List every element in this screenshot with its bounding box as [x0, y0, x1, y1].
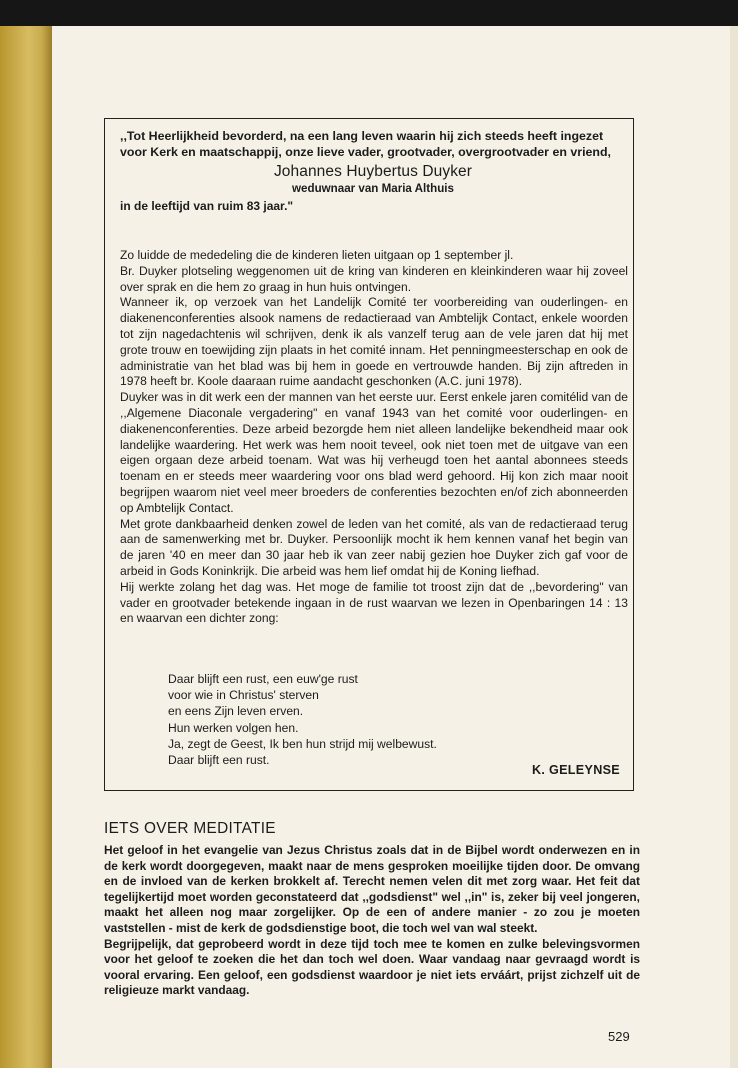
obituary-body: [120, 248, 628, 627]
poem-line: Daar blijft een rust.: [168, 753, 270, 768]
paragraph: Duyker was in dit werk een der mannen van het eerste uur. Eerst enkele jaren comitélid van de ,,Algemene Diaconale vergadering" en vanaf 1943 van het comité voor ouderlingen- en diakenenconferenties. Deze arbeid bezorgde hem niet alleen landelijke bekendheid maar ook landelijke waardering. Het werk was hem nooit teveel, ook niet toen met de uitgave van een eigen orgaan deze arbeid toenam. Wat was hij verheugd toen het aantal abonnees steeds toenam en er steeds meer waardering voor ons blad werd gehoord. Hij kon zich maar nooit begrijpen waarom niet veel meer broeders de conferenties bezochten en/of zich abonneerden op Ambtelijk Contact.: [120, 390, 628, 515]
poem-line: en eens Zijn leven erven.: [168, 704, 304, 719]
poem: [168, 671, 588, 768]
obituary-quote: [120, 128, 626, 214]
paragraph: Met grote dankbaarheid denken zowel de leden van het comité, als van de redactieraad terug aan de samenwerking met br. Duyker. Persoonlijk mocht ik hem kennen vanaf het begin van de jaren '40 en meer dan 30 jaar heb ik van zeer nabij gezien hoe Duyker zich gaf voor de arbeid in Gods Koninkrijk. Die arbeid was hem lief omdat hij de Koning liefhad.: [120, 516, 628, 578]
paragraph: Br. Duyker plotseling weggenomen uit de kring van kinderen en kleinkinderen waar hij zoveel over sprak en die hem zo graag in hun huis ontvingen.: [120, 263, 628, 294]
paragraph: Zo luidde de mededeling die de kinderen lieten uitgaan op 1 september jl.: [120, 248, 514, 262]
poem-line: voor wie in Christus' sterven: [168, 688, 319, 703]
page-binding: [0, 26, 52, 1068]
page-number: 529: [608, 1029, 630, 1044]
paragraph: Begrijpelijk, dat geprobeerd wordt in deze tijd toch mee te komen en zulke belevingsvormen voor het geloof te zoeken die het dan toch wel doen. Waar vandaag naar gevraagd wordt is vooral ervaring. Een geloof, een godsdienst waardoor je niet iets erváárt, prijst zichzelf uit de religieuze markt vandaag.: [104, 936, 640, 998]
section-title: IETS OVER MEDITATIE: [104, 820, 276, 837]
deceased-name: Johannes Huybertus Duyker: [273, 163, 473, 180]
author-signature: K. GELEYNSE: [532, 763, 620, 777]
paragraph: Wanneer ik, op verzoek van het Landelijk Comité ter voorbereiding van ouderlingen- en diakenenconferenties alsook namens de redactieraad van Ambtelijk Contact, enkele woorden tot zijn nagedachtenis wil schrijven, denk ik als vanzelf terug aan de vele jaren dat hij met grote trouw en toewijding zijn plaats in het comité innam. Het penningmeesterschap en ook de administratie van het blad was bij hem in goede en vertrouwde handen. Bij zijn aftreden in 1978 heeft br. Koole daaraan ruime aandacht geschonken (A.C. juni 1978).: [120, 295, 628, 389]
poem-line: Daar blijft een rust, een euw'ge rust: [168, 672, 358, 686]
paragraph: Hij werkte zolang het dag was. Het moge de familie tot troost zijn dat de ,,bevordering" van vader en grootvader betekende ingaan in de rust waarvan we lezen in Openbaringen 14 : 13 en waarvan een dichter zong:: [120, 579, 628, 626]
quote-intro: ,,Tot Heerlijkheid bevorderd, na een lang leven waarin hij zich steeds heeft ingezet voor Kerk en maatschappij, onze lieve vader, grootvader, overgrootvader en vriend,: [120, 129, 611, 159]
poem-line: Ja, zegt de Geest, Ik ben hun strijd mij welbewust.: [168, 736, 437, 751]
scan-top-edge: [0, 0, 738, 26]
section-body: [104, 843, 640, 999]
quote-age-line: in de leeftijd van ruim 83 jaar.": [120, 199, 294, 213]
poem-line: Hun werken volgen hen.: [168, 720, 299, 735]
page-right-edge: [730, 26, 738, 1068]
deceased-subtitle: weduwnaar van Maria Althuis: [292, 182, 454, 195]
paragraph: Het geloof in het evangelie van Jezus Christus zoals dat in de Bijbel wordt onderwezen en in de kerk wordt doorgegeven, maakt naar de mens gesproken moeilijke tijden door. De omvang en de invloed van de kerken brokkelt af. Terecht nemen velen dit met zorg waar. Het feit dat tegelijkertijd moet worden geconstateerd dat ,,godsdienst" wel ,,in" is, zeker bij veel jongeren, maakt het alleen nog maar zorgelijker. Op de een of andere manier - zo zou je moeten vaststellen - mist de kerk de godsdienstige boot, die toch wel van wal steekt.: [104, 843, 640, 935]
